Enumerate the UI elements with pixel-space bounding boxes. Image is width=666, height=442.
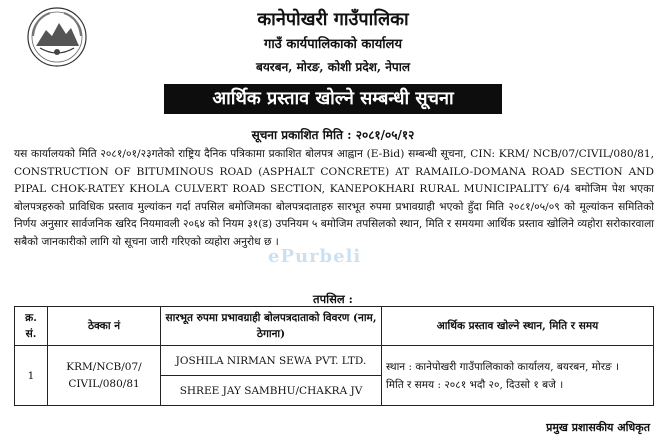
header-place-time: आर्थिक प्रस्ताव खोल्ने स्थान, मिति र समय [382,307,654,346]
office-subtitle: गाउँ कार्यपालिकाको कार्यालय [264,37,402,52]
row-place: स्थान : कानेपोखरी गाउँपालिकाको कार्यालय, बयरबन, मोरङ । [386,360,620,373]
header-contract: ठेक्का नं [48,307,161,346]
office-name: कानेपोखरी गाउँपालिका [257,9,409,30]
header-bidders: सारभूत रुपमा प्रभावग्राही बोलपत्रदाताको विवरण (नाम, ठेगाना) [161,307,382,346]
tapasil-label: तपसिल : [313,292,353,306]
table-header-row [15,307,654,346]
row-time: मिति र समय : २०८१ भदौ २०, दिउसो १ बजे । [386,378,564,391]
bidder-table [14,306,654,406]
row-contract: KRM/NCB/07/ CIVIL/080/81 [48,346,161,406]
watermark: ePurbeli [268,246,362,267]
signature: प्रमुख प्रशासकीय अधिकृत [546,421,650,434]
notice-body: यस कार्यालयको मिति २०८१/०१/२३गतेको राष्ट्रिय दैनिक पत्रिकामा प्रकाशित बोलपत्र आह्वान (E-Bid) सम्बन्धी सूचना, CIN: KRM/ NCB/07/CIVIL/080/81, CONSTRUCTION OF BITUMINOUS ROAD (ASPHALT CONCRETE) AT RAMAILO-DOMANA ROAD SECTION AND PIPAL CHOK-RATEY KHOLA CULVERT ROAD SECTION, KANEPOKHARI RURAL MUNICIPALITY 6/4 बमोजिम पेश भएका बोलपत्रहरुको प्राविधिक प्रस्ताव मुल्यांकन गर्दा तपसिल बमोजिमका बोलपत्रदाताहरु सारभूत रुपमा प्रभावग्राही भएको हुँदा मिति २०८१/०५/०९ को मूल्यांकन समितिको निर्णय अनुसार सार्वजनिक खरिद नियमावली २०६४ को नियम ३१(ड) उपनियम ५ बमोजिम तपसिलको स्थान, मिति र समयमा आर्थिक प्रस्ताव खोलिने व्यहोरा सरोकारवाला सबैको जानकारीको लागि यो सूचना जारी गरिएको व्यहोरा अनुरोध छ । [14,148,654,248]
office-address: बयरबन, मोरङ, कोशी प्रदेश, नेपाल [256,60,410,74]
row-bidder-2: SHREE JAY SAMBHU/CHAKRA JV [161,376,382,406]
row-place-time [382,346,654,406]
row-bidder-1: JOSHILA NIRMAN SEWA PVT. LTD. [161,346,382,376]
publish-date: सूचना प्रकाशित मिति : २०८१/०५/१२ [251,128,415,142]
notice-title: आर्थिक प्रस्ताव खोल्ने सम्बन्धी सूचना [164,84,502,114]
row-num: 1 [15,346,48,406]
header-num: क्र. सं. [15,307,48,346]
table-row [15,346,654,376]
